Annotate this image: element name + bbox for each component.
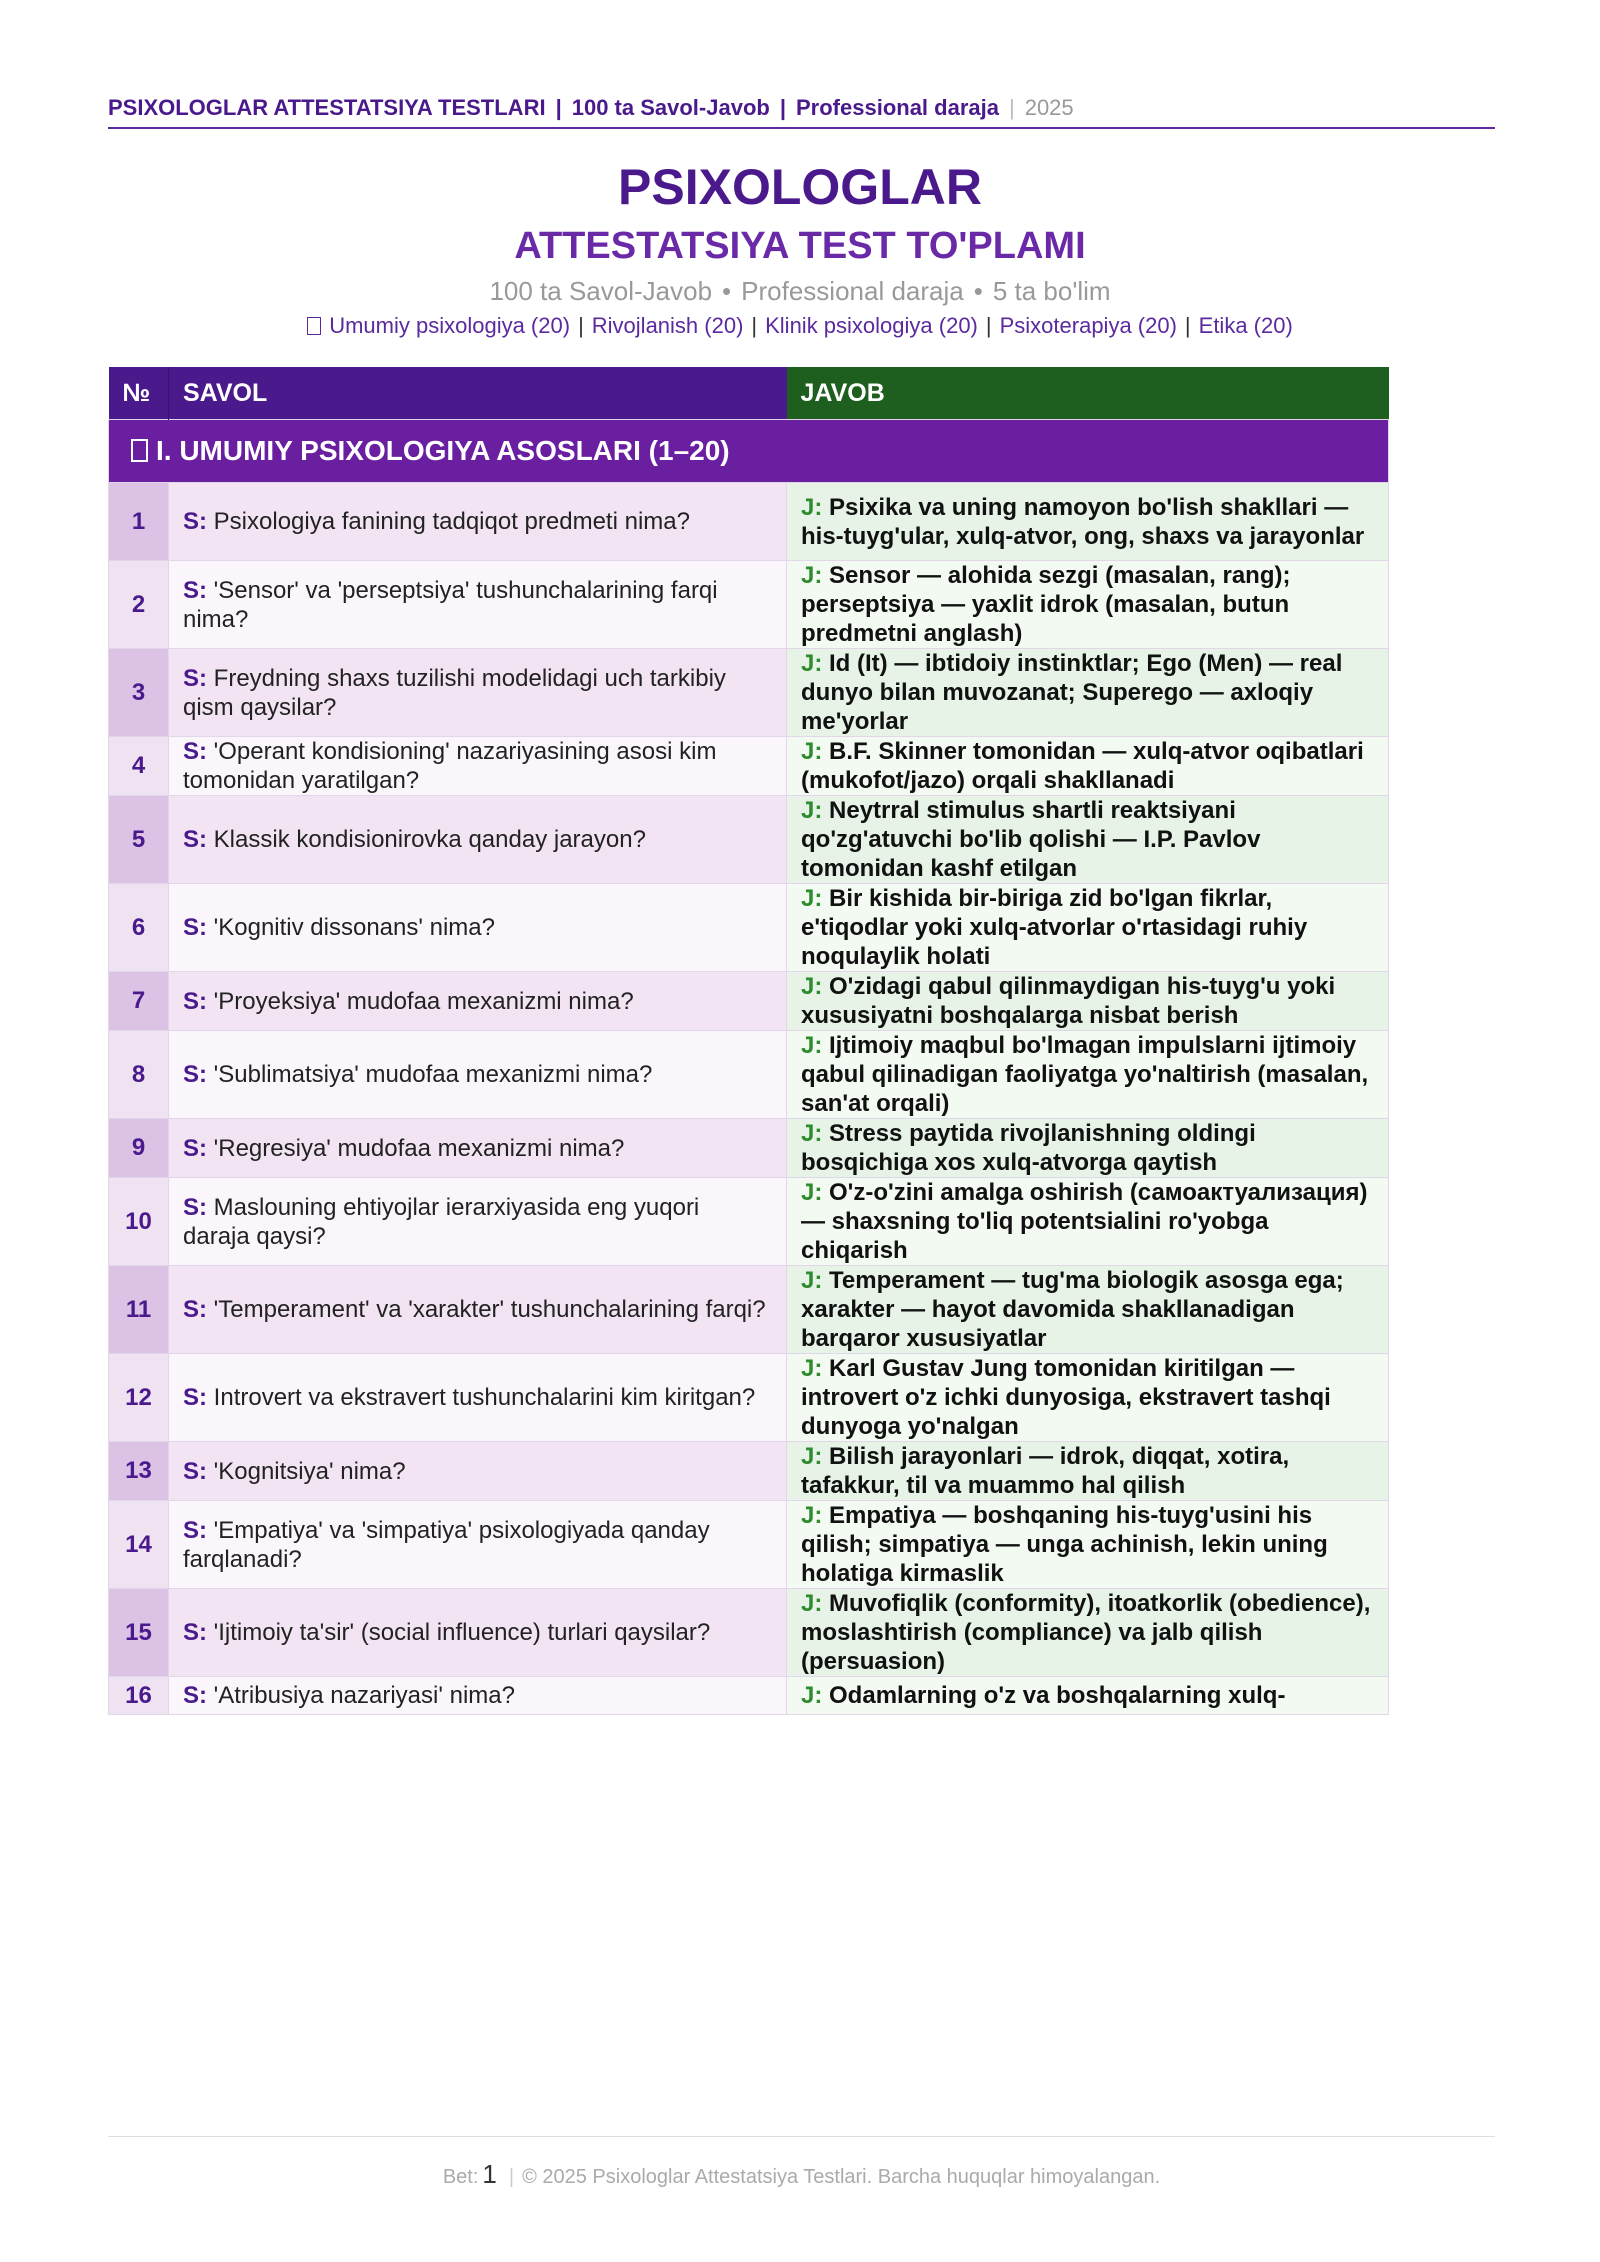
answer-label: J: (801, 797, 823, 824)
row-number: 15 (109, 1589, 169, 1677)
question-label: S: (183, 1384, 207, 1411)
document-meta: 100 ta Savol-Javob • Professional daraja • 5 ta bo'lim (489, 276, 1111, 306)
question-text: 'Atribusiya nazariyasi' nima? (213, 1682, 515, 1709)
answer-text: Sensor — alohida sezgi (masalan, rang); perseptsiya — yaxlit idrok (masalan, butun predmetni anglash) (801, 562, 1291, 647)
meta-count: 100 ta Savol-Javob (489, 276, 713, 306)
table-row (109, 561, 1389, 649)
question-cell (169, 1589, 787, 1677)
answer-text: Muvofiqlik (conformity), itoatkorlik (obedience), moslashtirish (compliance) va jalb qilish (persuasion) (801, 1590, 1371, 1675)
answer-text: Psixika va uning namoyon bo'lish shakllari — his-tuyg'ular, xulq-atvor, ong, shaxs va jarayonlar (801, 493, 1365, 550)
answer-cell (787, 1119, 1389, 1178)
table-row (109, 737, 1389, 796)
answer-label: J: (801, 973, 823, 1000)
section-title: I. UMUMIY PSIXOLOGIYA ASOSLARI (1–20) (156, 435, 730, 466)
answer-label: J: (801, 1682, 823, 1709)
question-text: Maslouning ehtiyojlar ierarxiyasida eng yuqori daraja qaysi? (183, 1193, 700, 1250)
answer-cell (787, 1589, 1389, 1677)
answer-label: J: (801, 1267, 823, 1294)
section-link-4[interactable]: Psixoterapiya (20) (999, 313, 1177, 338)
question-label: S: (183, 826, 207, 853)
answer-text: Temperament — tug'ma biologik asosga ega; xarakter — hayot davomida shakllanadigan barqaror xususiyatlar (801, 1267, 1344, 1352)
table-row (109, 796, 1389, 884)
row-number: 8 (109, 1031, 169, 1119)
question-cell (169, 1501, 787, 1589)
question-cell (169, 972, 787, 1031)
row-number: 9 (109, 1119, 169, 1178)
question-label: S: (183, 1296, 207, 1323)
section-link-1[interactable]: Umumiy psixologiya (20) (329, 313, 571, 338)
table-row (109, 1031, 1389, 1119)
answer-cell (787, 1266, 1389, 1354)
answer-label: J: (801, 562, 823, 589)
table-row (109, 972, 1389, 1031)
answer-cell (787, 649, 1389, 737)
answer-cell (787, 561, 1389, 649)
table-row (109, 1589, 1389, 1677)
question-label: S: (183, 1457, 207, 1485)
question-label: S: (183, 1134, 207, 1162)
row-number: 2 (109, 561, 169, 649)
answer-cell (787, 1178, 1389, 1266)
row-number: 16 (109, 1677, 169, 1715)
question-text: 'Empatiya' va 'simpatiya' psixologiyada qanday farqlanadi? (183, 1516, 710, 1573)
question-label: S: (183, 1516, 207, 1544)
question-text: 'Regresiya' mudofaa mexanizmi nima? (213, 1134, 625, 1162)
header-year: 2025 (1024, 95, 1074, 120)
question-cell (169, 1119, 787, 1178)
question-cell (169, 1031, 787, 1119)
answer-text: O'z-o'zini amalga oshirish (самоактуализация) — shaxsning to'liq potentsialini ro'yobga chiqarish (801, 1179, 1368, 1264)
table-row (109, 1442, 1389, 1501)
question-text: Klassik kondisionirovka qanday jarayon? (213, 826, 646, 853)
running-header: PSIXOLOGLAR ATTESTATSIYA TESTLARI | 100 ta Savol-Javob | Professional daraja | 2025 (108, 95, 1495, 129)
answer-cell (787, 737, 1389, 796)
question-cell (169, 483, 787, 561)
column-header-number: № (109, 367, 169, 420)
table-row (109, 1501, 1389, 1589)
document-title: PSIXOLOGLAR (618, 159, 982, 215)
table-row (109, 483, 1389, 561)
row-number: 12 (109, 1354, 169, 1442)
question-cell (169, 1677, 787, 1715)
section-link-3[interactable]: Klinik psixologiya (20) (765, 313, 978, 338)
page-label: Bet: (442, 2166, 479, 2188)
answer-text: Neytrral stimulus shartli reaktsiyani qo'zg'atuvchi bo'lib qolishi — I.P. Pavlov tomonidan kashf etilgan (801, 797, 1261, 882)
row-number: 10 (109, 1178, 169, 1266)
meta-sections: 5 ta bo'lim (992, 276, 1111, 306)
answer-label: J: (801, 738, 823, 765)
question-label: S: (183, 1193, 207, 1221)
answer-text: Odamlarning o'z va boshqalarning xulq- (829, 1682, 1286, 1709)
question-cell (169, 1266, 787, 1354)
answer-label: J: (801, 1443, 823, 1470)
question-text: 'Sublimatsiya' mudofaa mexanizmi nima? (213, 1061, 653, 1088)
document-subtitle: ATTESTATSIYA TEST TO'PLAMI (514, 225, 1086, 267)
question-cell (169, 796, 787, 884)
answer-cell (787, 1442, 1389, 1501)
row-number: 11 (109, 1266, 169, 1354)
answer-label: J: (801, 1355, 823, 1382)
answer-label: J: (801, 1120, 823, 1147)
question-label: S: (183, 914, 207, 941)
section-link-5[interactable]: Etika (20) (1198, 313, 1293, 338)
answer-label: J: (801, 1032, 823, 1059)
question-text: 'Ijtimoiy ta'sir' (social influence) turlari qaysilar? (213, 1619, 711, 1646)
answer-label: J: (801, 650, 823, 677)
answer-cell (787, 884, 1389, 972)
table-row (109, 649, 1389, 737)
question-text: Freydning shaxs tuzilishi modelidagi uch tarkibiy qism qaysilar? (183, 664, 726, 721)
answer-label: J: (801, 1590, 823, 1617)
question-label: S: (183, 738, 207, 765)
question-text: 'Proyeksiya' mudofaa mexanizmi nima? (213, 987, 634, 1015)
question-label: S: (183, 1682, 207, 1709)
answer-text: Bir kishida bir-biriga zid bo'lgan fikrlar, e'tiqodlar yoki xulq-atvorlar o'rtasidagi ruhiy noqulaylik holati (801, 885, 1308, 970)
question-cell (169, 884, 787, 972)
question-cell (169, 561, 787, 649)
question-cell (169, 737, 787, 796)
question-text: 'Kognitsiya' nima? (213, 1457, 406, 1485)
answer-label: J: (801, 493, 823, 521)
answer-text: Bilish jarayonlari — idrok, diqqat, xotira, tafakkur, til va muammo hal qilish (801, 1443, 1290, 1499)
table-header-row (109, 367, 1389, 420)
question-label: S: (183, 664, 207, 692)
question-cell (169, 649, 787, 737)
column-header-question: SAVOL (169, 367, 787, 420)
answer-cell (787, 1501, 1389, 1589)
answer-cell (787, 1031, 1389, 1119)
qa-table (108, 367, 1389, 1715)
answer-label: J: (801, 885, 823, 912)
section-heading (109, 420, 1389, 483)
page-footer: Bet: 1 | © 2025 Psixologlar Attestatsiya Testlari. Barcha huquqlar himoyalangan. (108, 2136, 1495, 2190)
answer-text: Empatiya — boshqaning his-tuyg'usini his qilish; simpatiya — unga achinish, lekin uning holatiga kirmaslik (801, 1502, 1328, 1587)
question-text: 'Temperament' va 'xarakter' tushunchalarining farqi? (213, 1296, 766, 1323)
table-row (109, 1119, 1389, 1178)
table-row (109, 1178, 1389, 1266)
question-text: 'Kognitiv dissonans' nima? (213, 914, 495, 941)
table-row (109, 884, 1389, 972)
row-number: 4 (109, 737, 169, 796)
column-header-answer: JAVOB (787, 367, 1389, 420)
question-label: S: (183, 1619, 207, 1646)
answer-text: Id (It) — ibtidoiy instinktlar; Ego (Men) — real dunyo bilan muvozanat; Superego — axloqiy me'yorlar (801, 650, 1343, 735)
missing-glyph-icon (307, 317, 321, 335)
row-number: 1 (109, 483, 169, 561)
row-number: 5 (109, 796, 169, 884)
table-row (109, 1677, 1389, 1715)
table-row (109, 1266, 1389, 1354)
question-label: S: (183, 1061, 207, 1088)
copyright: © 2025 Psixologlar Attestatsiya Testlari. Barcha huquqlar himoyalangan. (522, 2166, 1161, 2188)
question-text: 'Operant kondisioning' nazariyasining asosi kim tomonidan yaratilgan? (183, 738, 717, 794)
section-link-2[interactable]: Rivojlanish (20) (591, 313, 744, 338)
row-number: 14 (109, 1501, 169, 1589)
page-number: 1 (482, 2159, 497, 2189)
answer-text: Stress paytida rivojlanishning oldingi bosqichiga xos xulq-atvorga qaytish (801, 1120, 1256, 1176)
answer-text: B.F. Skinner tomonidan — xulq-atvor oqibatlari (mukofot/jazo) orqali shakllanadi (801, 738, 1364, 794)
question-text: 'Sensor' va 'perseptsiya' tushunchalarining farqi nima? (183, 576, 718, 633)
row-number: 13 (109, 1442, 169, 1501)
row-number: 6 (109, 884, 169, 972)
answer-label: J: (801, 1179, 823, 1206)
question-cell (169, 1354, 787, 1442)
answer-cell (787, 796, 1389, 884)
answer-cell (787, 483, 1389, 561)
question-cell (169, 1178, 787, 1266)
header-level: Professional daraja (796, 95, 999, 120)
row-number: 3 (109, 649, 169, 737)
header-count: 100 ta Savol-Javob (571, 95, 770, 120)
answer-text: O'zidagi qabul qilinmaydigan his-tuyg'u yoki xususiyatni boshqalarga nisbat berish (801, 973, 1336, 1029)
table-row (109, 1354, 1389, 1442)
answer-label: J: (801, 1502, 823, 1529)
missing-glyph-icon (131, 439, 148, 462)
answer-cell (787, 972, 1389, 1031)
section-row (109, 420, 1389, 483)
question-text: Psixologiya fanining tadqiqot predmeti nima? (213, 508, 690, 535)
row-number: 7 (109, 972, 169, 1031)
answer-cell (787, 1677, 1389, 1715)
question-label: S: (183, 576, 207, 604)
answer-text: Karl Gustav Jung tomonidan kiritilgan — introvert o'z ichki dunyosiga, ekstravert tashqi dunyoga yo'nalgan (801, 1355, 1331, 1440)
question-label: S: (183, 508, 207, 535)
answer-cell (787, 1354, 1389, 1442)
header-title: PSIXOLOGLAR ATTESTATSIYA TESTLARI (108, 95, 546, 120)
meta-level: Professional daraja (741, 276, 964, 306)
answer-text: Ijtimoiy maqbul bo'lmagan impulslarni ijtimoiy qabul qilinadigan faoliyatga yo'naltirish (masalan, san'at orqali) (801, 1032, 1369, 1117)
question-cell (169, 1442, 787, 1501)
section-index: Umumiy psixologiya (20) | Rivojlanish (20) | Klinik psixologiya (20) | Psixoterapiya (20) | Etika (20) (0, 313, 1600, 339)
question-label: S: (183, 987, 207, 1015)
question-text: Introvert va ekstravert tushunchalarini kim kiritgan? (213, 1384, 756, 1411)
